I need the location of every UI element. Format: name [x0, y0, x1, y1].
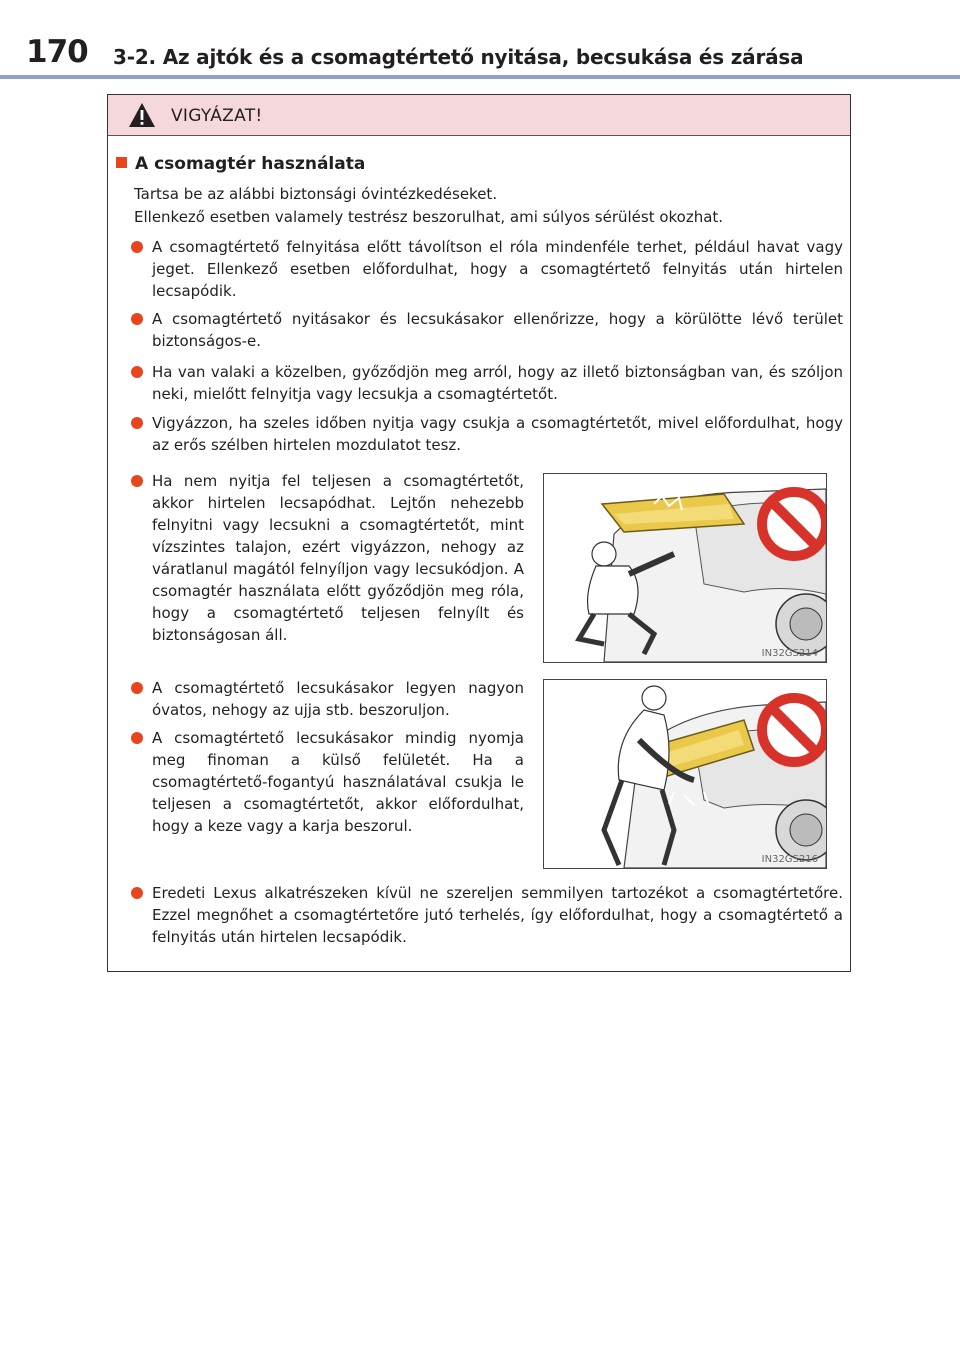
bullet-dot-icon: [131, 475, 143, 487]
illustration-trunk-closing: [543, 679, 827, 869]
bullet-text: Ha van valaki a közelben, győződjön meg arról, hogy az illető biztonságban van, és szóljon neki, mielőtt felnyitja vagy lecsukja a csomagtértetőt.: [152, 363, 843, 403]
illustration-trunk-opening: [543, 473, 827, 663]
bullet-item: [131, 236, 843, 302]
square-bullet-icon: [116, 157, 127, 168]
illustration-code: IN32GS214: [761, 648, 818, 659]
warning-box: [107, 94, 851, 972]
subheading-text: A csomagtér használata: [135, 154, 366, 174]
bullet-dot-icon: [131, 313, 143, 325]
bullet-text: Ha nem nyitja fel teljesen a csomagtértetőt, akkor hirtelen lecsapódhat. Lejtőn nehezebb felnyitni vagy lecsukni a csomagtértetőt, mint vízszintes talajon, ezért vigyázzon, nehogy az váratlanul magától felnyíljon vagy lecsukódjon. A csomagtér használata előtt győződjön meg róla, hogy a csomagtértető teljesen felnyílt és biztonságosan áll.: [152, 472, 524, 644]
bullet-item: [131, 412, 843, 456]
page-number: 170: [26, 34, 88, 70]
bullet-dot-icon: [131, 366, 143, 378]
bullet-text: Vigyázzon, ha szeles időben nyitja vagy csukja a csomagtértetőt, mivel előfordulhat, hogy az erős szélben hirtelen mozdulatot tesz.: [152, 414, 843, 454]
bullet-dot-icon: [131, 241, 143, 253]
bullet-dot-icon: [131, 682, 143, 694]
bullet-text: A csomagtértető lecsukásakor mindig nyomja meg finoman a külső felületét. Ha a csomagtértető-fogantyú használatával csukja le teljesen a csomagtértetőt, akkor előfordulhat, hogy a keze vagy a karja beszorul.: [152, 729, 524, 835]
warning-triangle-icon: [128, 102, 156, 128]
bullet-item: [131, 308, 843, 352]
illustration-code: IN32GS216: [761, 854, 818, 865]
intro-line-1: Tartsa be az alábbi biztonsági óvintézkedéseket.: [134, 185, 498, 203]
bullet-item: [131, 361, 843, 405]
trunk-opening-drawing: [544, 474, 826, 662]
bullet-item: [131, 677, 524, 721]
bullet-text: Eredeti Lexus alkatrészeken kívül ne szereljen semmilyen tartozékot a csomagtértetőre. Ezzel megnőhet a csomagtértetőre jutó terhelés, így előfordulhat, hogy a csomagtértető a felnyitás után hirtelen lecsapódik.: [152, 884, 843, 946]
header-divider: [0, 75, 960, 79]
intro-line-2: Ellenkező esetben valamely testrész beszorulhat, ami súlyos sérülést okozhat.: [134, 208, 724, 226]
section-title: 3-2. Az ajtók és a csomagtértető nyitása, becsukása és zárása: [113, 45, 804, 69]
bullet-dot-icon: [131, 887, 143, 899]
bullet-item: [131, 727, 524, 837]
bullet-item: [131, 882, 843, 948]
subheading: [116, 154, 365, 174]
bullet-item: [131, 470, 524, 646]
page-header: [0, 0, 960, 76]
bullet-text: A csomagtértető felnyitása előtt távolítson el róla mindenféle terhet, például havat vagy jeget. Ellenkező esetben előfordulhat, hogy a csomagtértető felnyitás után hirtelen lecsapódik.: [152, 238, 843, 300]
bullet-dot-icon: [131, 417, 143, 429]
warning-header: [108, 95, 850, 136]
warning-title: VIGYÁZAT!: [171, 106, 263, 126]
bullet-text: A csomagtértető lecsukásakor legyen nagyon óvatos, nehogy az ujja stb. beszoruljon.: [152, 679, 524, 719]
bullet-text: A csomagtértető nyitásakor és lecsukásakor ellenőrizze, hogy a körülötte lévő terület biztonságos-e.: [152, 310, 843, 350]
trunk-closing-drawing: [544, 680, 826, 868]
bullet-dot-icon: [131, 732, 143, 744]
